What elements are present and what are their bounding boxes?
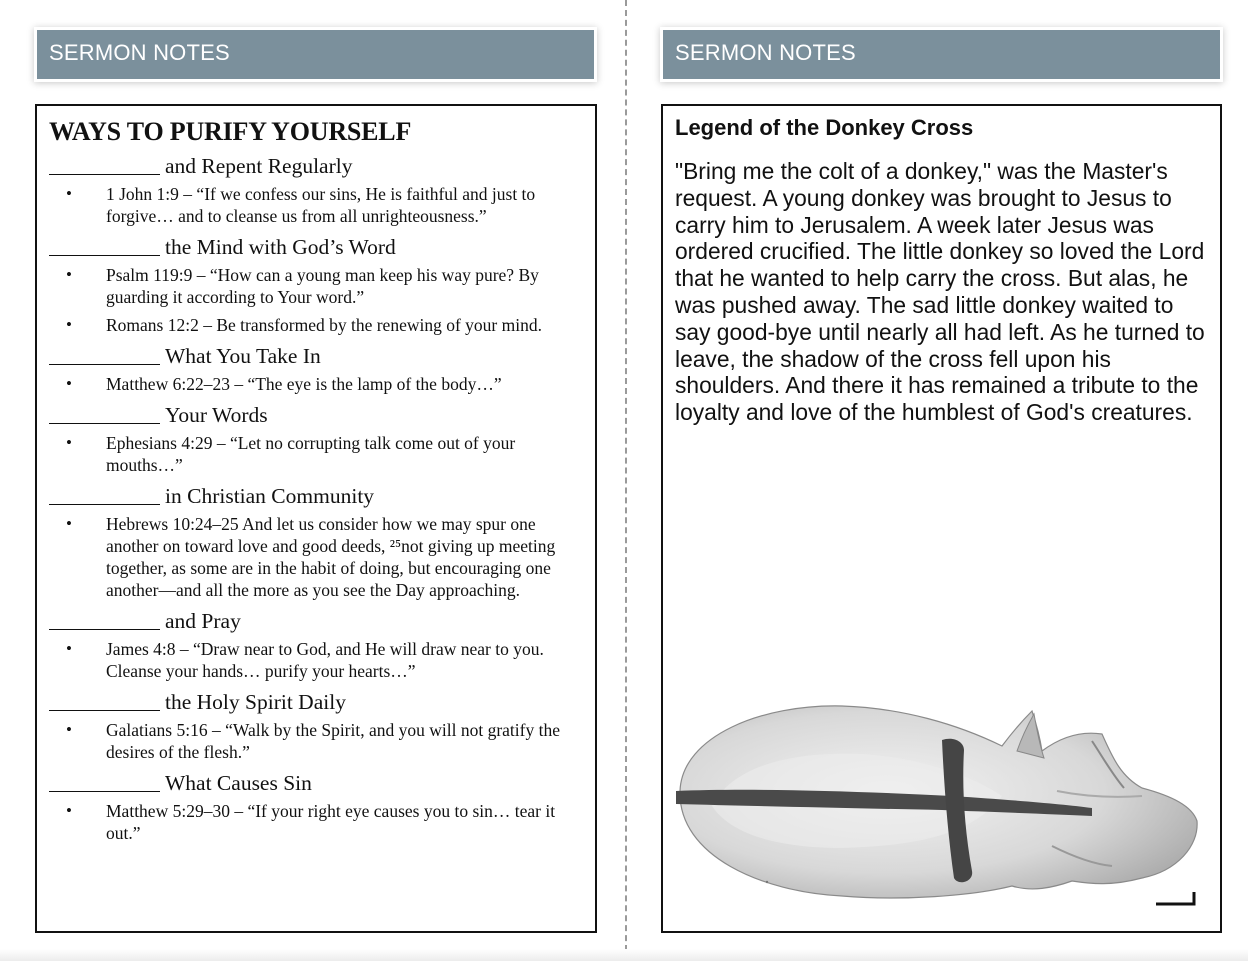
list-item xyxy=(49,314,583,336)
section-heading-text: and Repent Regularly xyxy=(165,154,353,178)
fill-in-blank xyxy=(49,487,160,505)
bottom-shade xyxy=(0,949,1248,961)
fill-in-blank xyxy=(49,406,160,424)
section-heading xyxy=(49,401,583,429)
section-heading-text: Your Words xyxy=(165,403,268,427)
bullet-list xyxy=(49,638,583,682)
bullet-list xyxy=(49,800,583,844)
list-item xyxy=(49,432,583,476)
section-heading-text: What You Take In xyxy=(165,344,321,368)
fill-in-blank xyxy=(49,347,160,365)
scripture-text: James 4:8 – “Draw near to God, and He will draw near to you. Cleanse your hands… purify your hearts…” xyxy=(106,639,544,681)
section-heading xyxy=(49,607,583,635)
legend-text: "Bring me the colt of a donkey," was the Master's request. A young donkey was brought to Jesus to carry him to Jerusalem. A week later Jesus was ordered crucified. The little donkey so loved the Lord that he wanted to help carry the cross. But alas, he was pushed away. The sad little donkey waited to say good-bye until nearly all had left. As he turned to leave, the shadow of the cross fell upon his shoulders. And there it has remained a tribute to the loyalty and love of the humblest of God's creatures. xyxy=(675,158,1205,426)
bullet-icon: • xyxy=(66,433,72,452)
scripture-text: 1 John 1:9 – “If we confess our sins, He is faithful and just to forgive… and to cleanse us from all unrighteousness.” xyxy=(106,184,536,226)
section-heading xyxy=(49,688,583,716)
bullet-list xyxy=(49,719,583,763)
bullet-icon: • xyxy=(66,184,72,203)
list-item xyxy=(49,183,583,227)
sections-list xyxy=(49,152,583,844)
fill-in-blank xyxy=(49,774,160,792)
fill-in-blank xyxy=(49,693,160,711)
page-divider xyxy=(625,0,627,961)
right-title: Legend of the Donkey Cross xyxy=(675,115,974,140)
scripture-text: Hebrews 10:24–25 And let us consider how we may spur one another on toward love and good deeds, ²⁵not giving up meeting together, as some are in the habit of doing, but encouraging one another—and all the more as you see the Day approaching. xyxy=(106,514,556,600)
section-heading xyxy=(49,342,583,370)
bullet-icon: • xyxy=(66,720,72,739)
section-heading-text: in Christian Community xyxy=(165,484,375,508)
right-header: SERMON NOTES xyxy=(663,30,1220,79)
scripture-text: Matthew 6:22–23 – “The eye is the lamp of the body…” xyxy=(106,374,502,394)
section-heading-text: What Causes Sin xyxy=(165,771,312,795)
left-panel xyxy=(35,104,597,933)
fill-in-blank xyxy=(49,612,160,630)
section-heading xyxy=(49,152,583,180)
section-heading xyxy=(49,233,583,261)
bullet-list xyxy=(49,264,583,336)
bullet-list xyxy=(49,432,583,476)
scripture-text: Galatians 5:16 – “Walk by the Spirit, and you will not gratify the desires of the flesh.” xyxy=(106,720,560,762)
bullet-list xyxy=(49,513,583,601)
list-item xyxy=(49,638,583,682)
bullet-icon: • xyxy=(66,801,72,820)
section-heading-text: the Holy Spirit Daily xyxy=(165,690,346,714)
left-title: WAYS TO PURIFY YOURSELF xyxy=(49,117,412,146)
scripture-text: Romans 12:2 – Be transformed by the renewing of your mind. xyxy=(106,315,542,335)
bullet-icon: • xyxy=(66,265,72,284)
bullet-icon: • xyxy=(66,374,72,393)
section-heading-text: and Pray xyxy=(165,609,241,633)
bullet-icon: • xyxy=(66,315,72,334)
list-item xyxy=(49,264,583,308)
bullet-icon: • xyxy=(66,639,72,658)
bullet-list xyxy=(49,183,583,227)
bullet-list xyxy=(49,373,583,395)
left-header: SERMON NOTES xyxy=(37,30,594,79)
list-item xyxy=(49,513,583,601)
list-item xyxy=(49,373,583,395)
section-heading xyxy=(49,769,583,797)
list-item xyxy=(49,719,583,763)
list-item xyxy=(49,800,583,844)
donkey-icon xyxy=(672,696,1202,916)
section-heading xyxy=(49,482,583,510)
section-heading-text: the Mind with God’s Word xyxy=(165,235,396,259)
fill-in-blank xyxy=(49,157,160,175)
bullet-icon: • xyxy=(66,514,72,533)
scripture-text: Ephesians 4:29 – “Let no corrupting talk come out of your mouths…” xyxy=(106,433,516,475)
donkey-cross-illustration xyxy=(672,696,1202,916)
scripture-text: Psalm 119:9 – “How can a young man keep his way pure? By guarding it according to Your word.” xyxy=(106,265,539,307)
scripture-text: Matthew 5:29–30 – “If your right eye causes you to sin… tear it out.” xyxy=(106,801,556,843)
fill-in-blank xyxy=(49,238,160,256)
